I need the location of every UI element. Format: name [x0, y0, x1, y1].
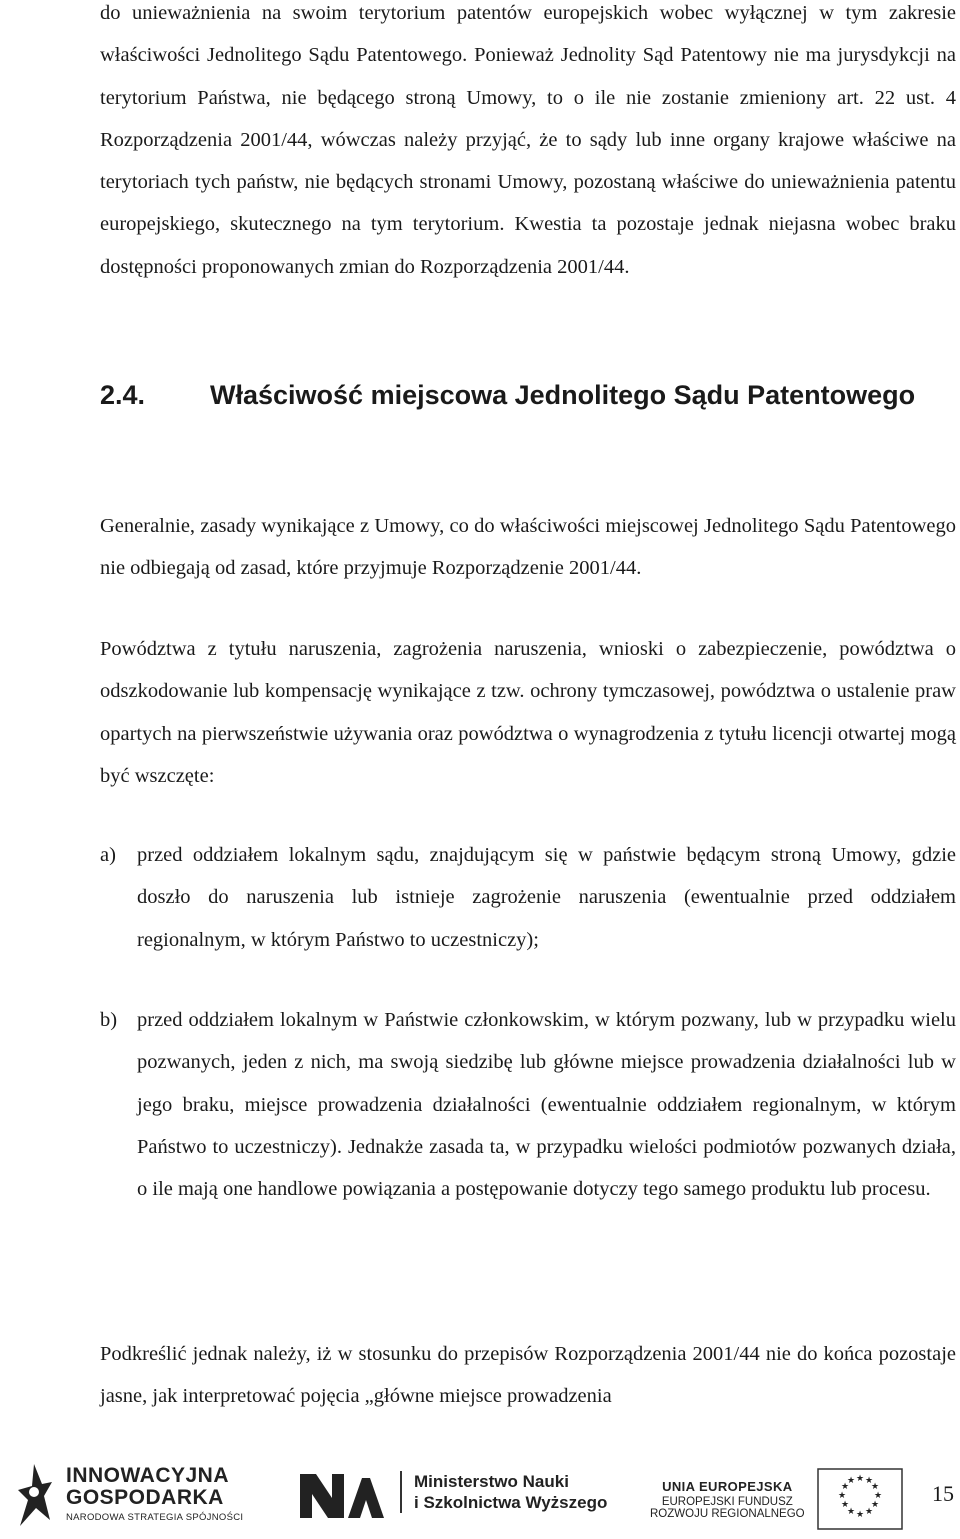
svg-text:★: ★ [864, 1476, 873, 1486]
ministry-name-line: Ministerstwo Nauki [414, 1472, 569, 1491]
list-marker: b) [100, 1009, 118, 1031]
section-title: Właściwość miejscowa Jednolitego Sądu Patentowego [210, 380, 916, 410]
list-marker: a) [100, 844, 116, 866]
section-number: 2.4. [100, 380, 146, 410]
svg-text:★: ★ [846, 1507, 855, 1517]
logo-text-line: INNOWACYJNA [66, 1464, 230, 1487]
svg-text:★: ★ [846, 1476, 855, 1486]
ministry-emblem-icon [298, 1464, 386, 1520]
footer-logos [0, 1452, 960, 1539]
logo-text-line: GOSPODARKA [66, 1486, 224, 1509]
eu-text-line: EUROPEJSKI FUNDUSZ [661, 1495, 793, 1508]
svg-text:★: ★ [855, 1510, 864, 1520]
paragraph-1: Generalnie, zasady wynikające z Umowy, co do właściwości miejscowej Jednolitego Sądu Patentowego nie odbiegają od zasad, które przyjmuje Rozporządzenie 2001/44. [100, 515, 956, 580]
ministry-name-line: i Szkolnictwa Wyższego [414, 1493, 608, 1512]
eu-flag-icon [817, 1468, 903, 1530]
list-item-text: przed oddziałem lokalnym w Państwie członkowskim, w którym pozwany, lub w przypadku wielu pozwanych, jeden z nich, ma swoją siedzibę lub główne miejsce prowadzenia działalności lub w jego braku, miejsce prowadzenia działalności (ewentualnie oddziałem regionalnym, w którym Państwo to uczestniczy). Jednakże zasada ta, w przypadku wielości podmiotów pozwanych działa, o ile mają one handlowe powiązania a postępowanie dotyczy tego samego produktu lub procesu. [137, 1009, 956, 1201]
svg-text:★: ★ [840, 1500, 849, 1510]
svg-text:★: ★ [873, 1491, 882, 1501]
svg-text:★: ★ [840, 1482, 849, 1492]
list-item [100, 834, 956, 961]
intro-paragraph: do unieważnienia na swoim terytorium patentów europejskich wobec wyłącznej w tym zakresie właściwości Jednolitego Sądu Patentowego. Ponieważ Jednolity Sąd Patentowy nie ma jurysdykcji na terytorium Państwa, nie będącego stroną Umowy, to o ile nie zostanie zmieniony art. 22 ust. 4 Rozporządzenia 2001/44, wówczas należy przyjąć, że to sądy lub inne organy krajowe właściwe na terytoriach tych państw, nie będących stronami Umowy, pozostaną właściwe do unieważnienia patentu europejskiego, skutecznego na tym terytorium. Kwestia ta pozostaje jednak niejasna wobec braku dostępności proponowanych zmian do Rozporządzenia 2001/44. [100, 2, 956, 278]
svg-text:★: ★ [870, 1500, 879, 1510]
logo-subtext: NARODOWA STRATEGIA SPÓJNOŚCI [66, 1512, 244, 1523]
svg-text:★: ★ [855, 1474, 864, 1484]
svg-text:★: ★ [837, 1491, 846, 1501]
paragraph-2: Powództwa z tytułu naruszenia, zagrożenia naruszenia, wnioski o zabezpieczenie, powództwa o odszkodowanie lub kompensację wynikające z tzw. ochrony tymczasowej, powództwa o ustalenie praw opartych na pierwszeństwie używania oraz powództwa o wynagrodzenia z tytułu licencji otwartej mogą być wszczęte: [100, 638, 956, 787]
list-item [100, 999, 956, 1210]
paragraph-3: Podkreślić jednak należy, iż w stosunku do przepisów Rozporządzenia 2001/44 nie do końca pozostaje jasne, jak interpretować pojęcia „główne miejsce prowadzenia [100, 1343, 956, 1408]
innovation-flame-icon [14, 1460, 54, 1528]
innowacyjna-gospodarka-logo [14, 1460, 243, 1528]
eu-fund-logo [650, 1468, 903, 1530]
svg-text:★: ★ [870, 1482, 879, 1492]
eu-text-line: ROZWOJU REGIONALNEGO [650, 1507, 805, 1520]
list-item-text: przed oddziałem lokalnym sądu, znajdującym się w państwie będącym stroną Umowy, gdzie doszło do naruszenia lub istnieje zagrożenie naruszenia (ewentualnie przed oddziałem regionalnym, w którym Państwo to uczestniczy); [137, 844, 956, 951]
page-number: 15 [932, 1481, 954, 1506]
ministry-logo [298, 1464, 607, 1520]
eu-text-line: UNIA EUROPEJSKA [662, 1478, 793, 1494]
svg-text:★: ★ [864, 1507, 873, 1517]
